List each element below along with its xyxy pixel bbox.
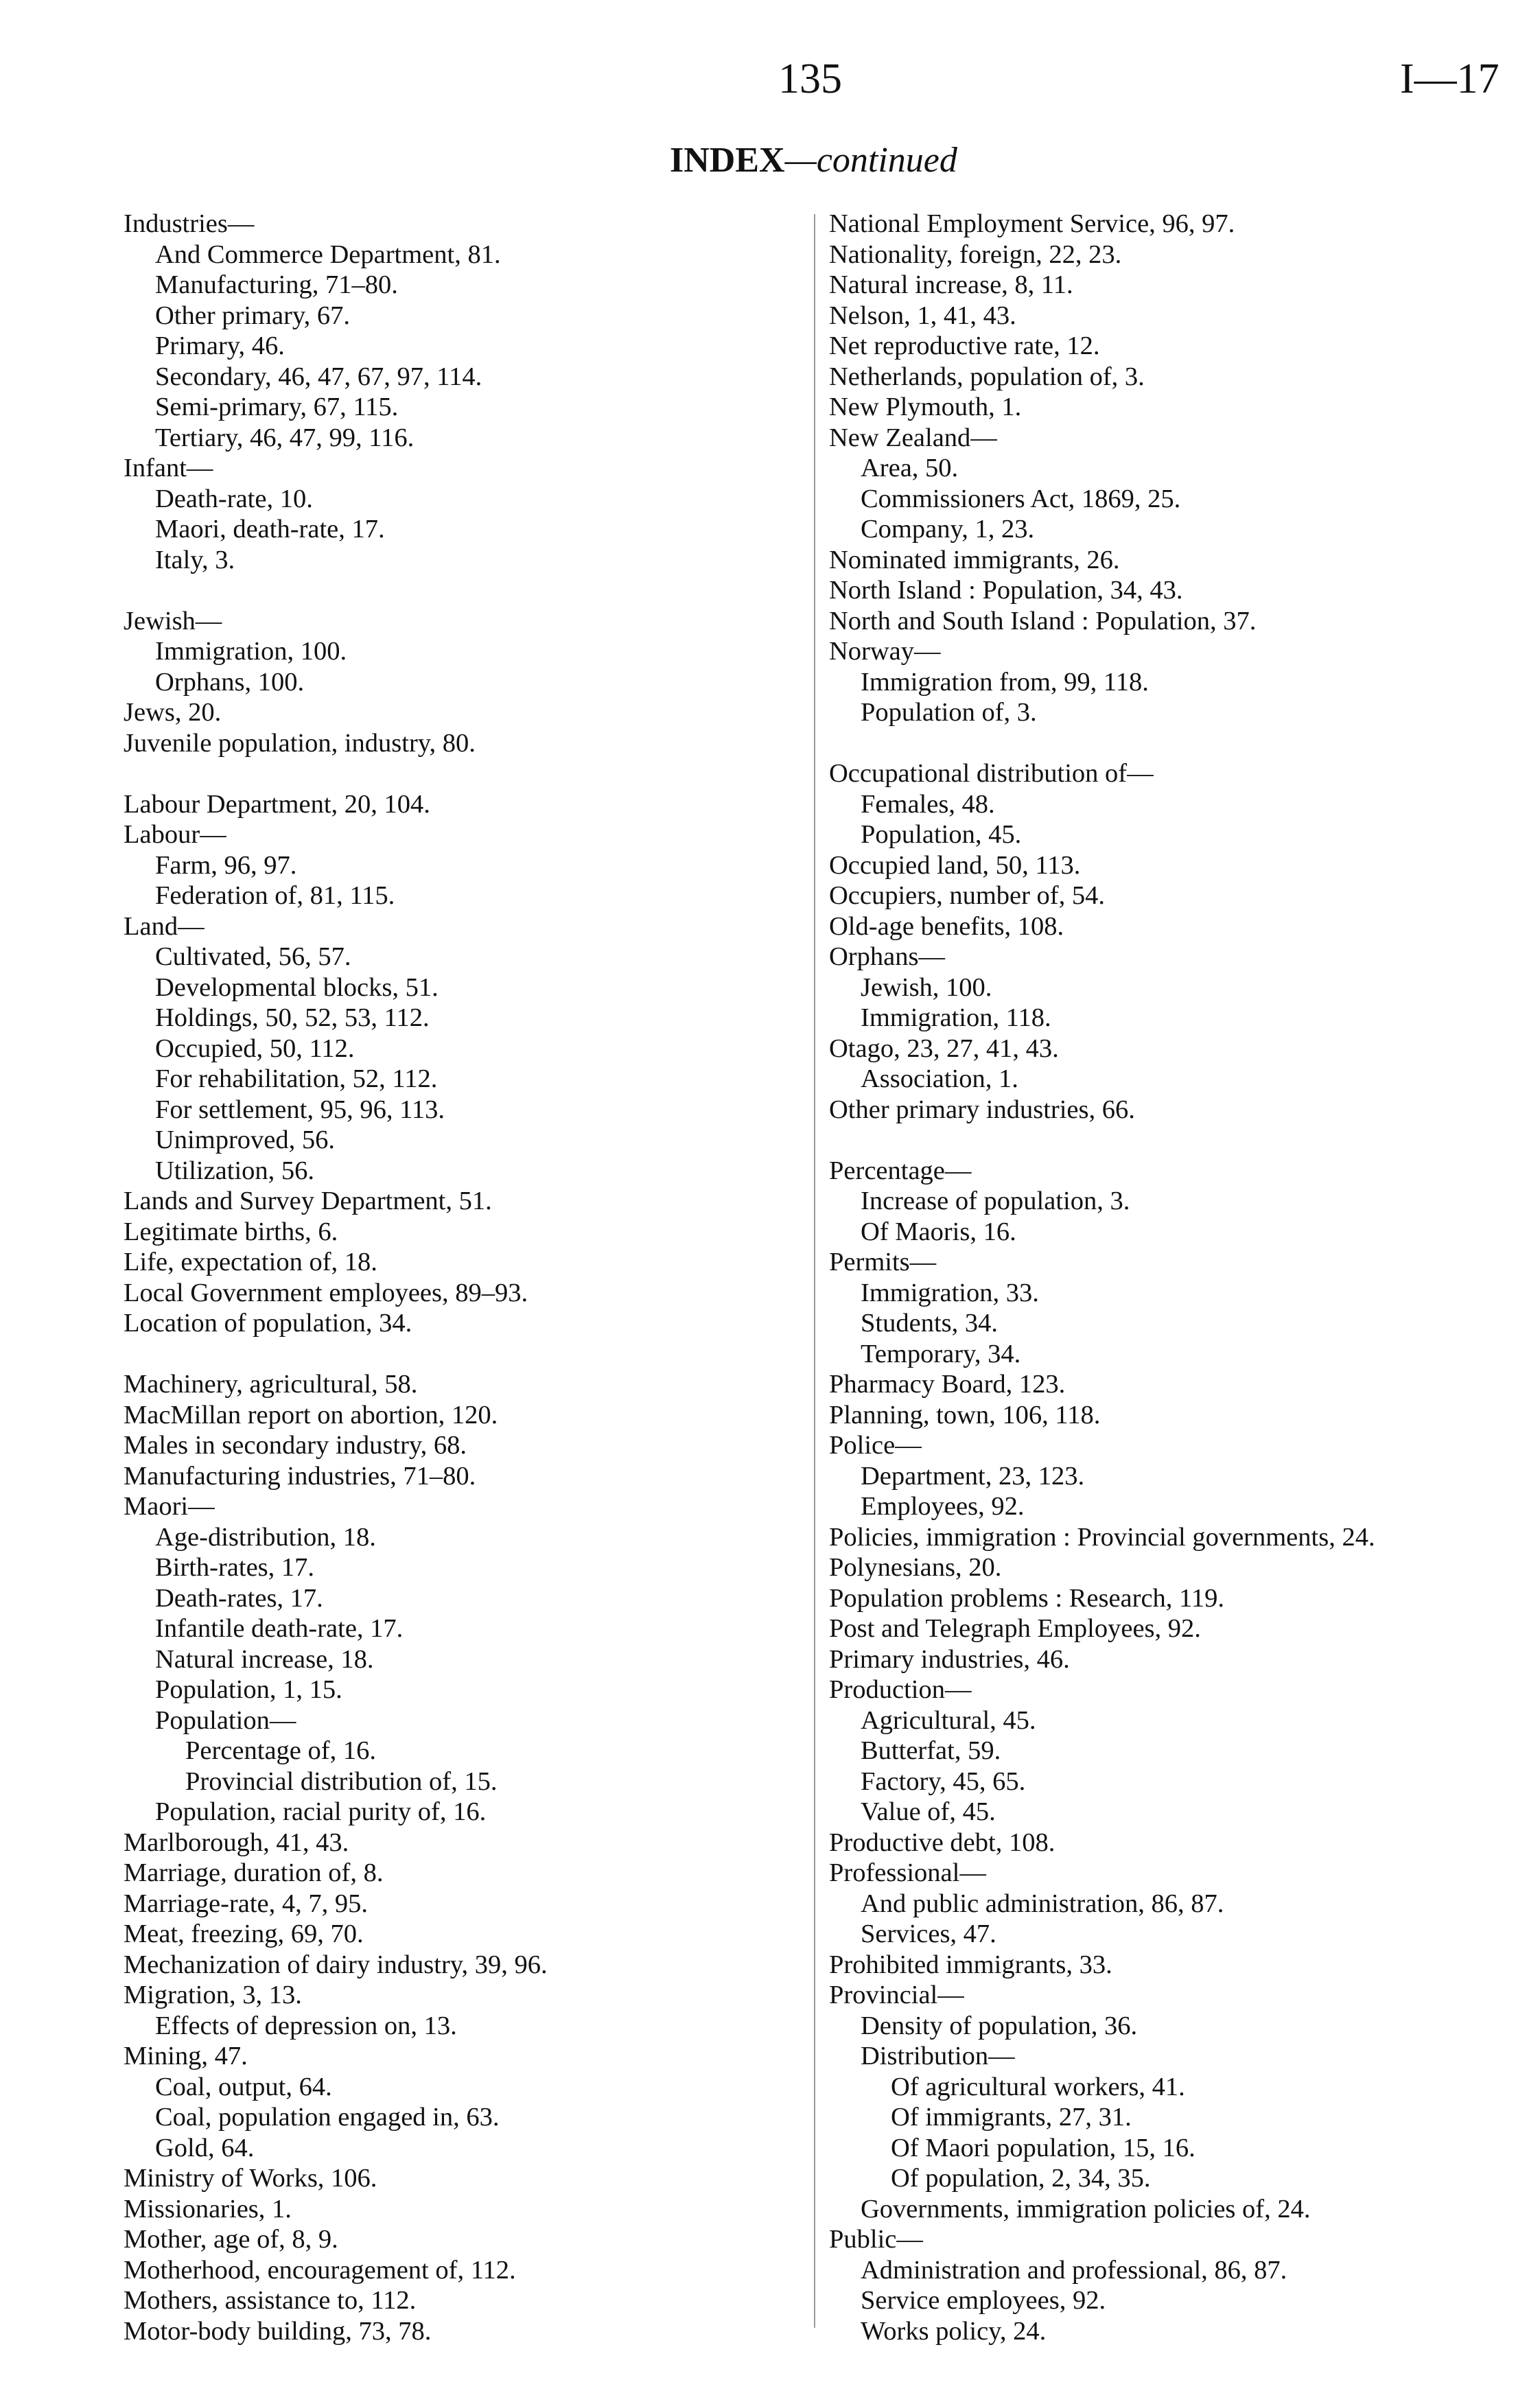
index-entry: Infant— xyxy=(124,454,213,482)
index-subentry: For settlement, 95, 96, 113. xyxy=(155,1095,445,1124)
section-gap xyxy=(829,728,1522,759)
index-title: INDEX xyxy=(670,141,785,180)
index-entry: Labour— xyxy=(124,820,226,849)
index-entry: Migration, 3, 13. xyxy=(124,1981,302,2009)
index-entry: Provincial— xyxy=(829,1981,964,2009)
index-subentry: Of Maori population, 15, 16. xyxy=(891,2133,1195,2162)
section-gap xyxy=(829,1125,1522,1156)
index-entry: Percentage— xyxy=(829,1156,972,1185)
section-gap xyxy=(124,575,810,606)
index-subentry: Primary, 46. xyxy=(155,331,285,360)
index-subentry: Of population, 2, 34, 35. xyxy=(891,2164,1151,2193)
index-entry: Mothers, assistance to, 112. xyxy=(124,2286,417,2315)
index-entry: Nelson, 1, 41, 43. xyxy=(829,301,1016,330)
index-entry: Jewish— xyxy=(124,606,222,635)
index-entry: Jews, 20. xyxy=(124,698,222,727)
index-subentry: Age-distribution, 18. xyxy=(155,1522,376,1552)
index-subentry: For rehabilitation, 52, 112. xyxy=(155,1064,438,1093)
index-subentry: Employees, 92. xyxy=(861,1492,1025,1521)
index-entry: Manufacturing industries, 71–80. xyxy=(124,1461,476,1491)
index-subentry: Population of, 3. xyxy=(861,698,1037,727)
index-entry: Old-age benefits, 108. xyxy=(829,911,1064,941)
index-subentry: Holdings, 50, 52, 53, 112. xyxy=(155,1003,430,1032)
index-subentry: Of Maoris, 16. xyxy=(861,1217,1016,1246)
index-subentry: Birth-rates, 17. xyxy=(155,1553,315,1582)
index-entry: National Employment Service, 96, 97. xyxy=(829,209,1235,238)
index-subentry: Death-rate, 10. xyxy=(155,484,313,513)
index-entry: Missionaries, 1. xyxy=(124,2194,292,2224)
index-subentry: Association, 1. xyxy=(861,1064,1018,1093)
index-entry: Policies, immigration : Provincial governments, 24. xyxy=(829,1522,1375,1552)
index-subentry: Temporary, 34. xyxy=(861,1339,1021,1368)
index-subentry: Department, 23, 123. xyxy=(861,1461,1085,1491)
index-subentry: Immigration, 33. xyxy=(861,1278,1039,1307)
index-subentry: Occupied, 50, 112. xyxy=(155,1034,355,1063)
index-entry: Mechanization of dairy industry, 39, 96. xyxy=(124,1950,548,1979)
index-entry: Post and Telegraph Employees, 92. xyxy=(829,1614,1201,1643)
index-entry: Occupied land, 50, 113. xyxy=(829,850,1081,880)
index-entry: Nationality, foreign, 22, 23. xyxy=(829,240,1122,269)
index-subentry: Density of population, 36. xyxy=(861,2011,1138,2040)
index-subentry: Death-rates, 17. xyxy=(155,1583,323,1613)
index-entry: Land— xyxy=(124,911,205,941)
index-subentry: Population, 45. xyxy=(861,820,1022,849)
index-subentry: Immigration, 100. xyxy=(155,637,347,666)
index-entry: Planning, town, 106, 118. xyxy=(829,1400,1101,1429)
index-entry: Location of population, 34. xyxy=(124,1309,412,1338)
index-subentry: Of immigrants, 27, 31. xyxy=(891,2103,1132,2132)
index-subentry: Population, racial purity of, 16. xyxy=(155,1797,487,1826)
index-subentry: Immigration, 118. xyxy=(861,1003,1051,1032)
index-entry: North Island : Population, 34, 43. xyxy=(829,576,1183,605)
index-subentry: Area, 50. xyxy=(861,454,959,482)
index-subentry: Federation of, 81, 115. xyxy=(155,881,395,910)
index-subentry: Tertiary, 46, 47, 99, 116. xyxy=(155,423,415,452)
section-gap xyxy=(124,758,810,789)
index-entry: Other primary industries, 66. xyxy=(829,1095,1135,1124)
index-subentry: Administration and professional, 86, 87. xyxy=(861,2255,1287,2285)
page-number: 135 xyxy=(778,56,842,102)
index-subentry: Utilization, 56. xyxy=(155,1156,315,1185)
index-subentry: Commissioners Act, 1869, 25. xyxy=(861,484,1181,513)
index-subentry: Services, 47. xyxy=(861,1919,996,1948)
index-subentry: Natural increase, 18. xyxy=(155,1644,374,1674)
index-subentry: Immigration from, 99, 118. xyxy=(861,667,1149,697)
index-entry: Marriage-rate, 4, 7, 95. xyxy=(124,1889,368,1918)
index-entry: Occupational distribution of— xyxy=(829,759,1154,788)
index-entry: Labour Department, 20, 104. xyxy=(124,789,430,819)
index-subentry: Cultivated, 56, 57. xyxy=(155,942,351,971)
index-subentry: Distribution— xyxy=(861,2042,1015,2070)
index-subentry: Of agricultural workers, 41. xyxy=(891,2072,1185,2101)
index-entry: Net reproductive rate, 12. xyxy=(829,331,1100,360)
index-subentry: Manufacturing, 71–80. xyxy=(155,270,398,299)
index-subentry: Effects of depression on, 13. xyxy=(155,2011,457,2040)
index-entry: Norway— xyxy=(829,637,941,666)
index-entry: Lands and Survey Department, 51. xyxy=(124,1187,492,1215)
index-entry: Polynesians, 20. xyxy=(829,1553,1002,1582)
index-entry: New Zealand— xyxy=(829,423,997,452)
index-entry: Marriage, duration of, 8. xyxy=(124,1858,384,1887)
index-entry: Public— xyxy=(829,2225,923,2254)
index-subentry: Secondary, 46, 47, 67, 97, 114. xyxy=(155,362,482,391)
index-entry: Life, expectation of, 18. xyxy=(124,1248,377,1276)
index-subentry: Jewish, 100. xyxy=(861,972,992,1002)
index-subentry: Company, 1, 23. xyxy=(861,515,1035,544)
index-title-suffix: —continued xyxy=(784,141,957,180)
index-entry: Production— xyxy=(829,1675,972,1704)
index-subentry: Coal, population engaged in, 63. xyxy=(155,2103,500,2132)
index-entry: North and South Island : Population, 37. xyxy=(829,606,1257,635)
index-subentry: Provincial distribution of, 15. xyxy=(185,1766,498,1796)
index-entry: Natural increase, 8, 11. xyxy=(829,270,1073,299)
index-subentry: Agricultural, 45. xyxy=(861,1705,1036,1735)
index-subentry: Butterfat, 59. xyxy=(861,1736,1001,1765)
index-subentry: Infantile death-rate, 17. xyxy=(155,1614,404,1643)
index-entry: Prohibited immigrants, 33. xyxy=(829,1950,1112,1979)
index-entry: Industries— xyxy=(124,209,255,238)
index-entry: Orphans— xyxy=(829,942,945,971)
index-subentry: Females, 48. xyxy=(861,789,995,819)
index-entry: Pharmacy Board, 123. xyxy=(829,1370,1066,1399)
index-subentry: Farm, 96, 97. xyxy=(155,850,297,880)
index-entry: Local Government employees, 89–93. xyxy=(124,1278,528,1307)
page-title xyxy=(670,140,957,180)
index-subentry: Developmental blocks, 51. xyxy=(155,972,439,1002)
index-entry: Marlborough, 41, 43. xyxy=(124,1828,349,1857)
index-subentry: Works policy, 24. xyxy=(861,2316,1047,2346)
index-entry: Population problems : Research, 119. xyxy=(829,1583,1224,1613)
index-entry: Netherlands, population of, 3. xyxy=(829,362,1145,391)
index-entry: Machinery, agricultural, 58. xyxy=(124,1370,418,1399)
index-entry: Motor-body building, 73, 78. xyxy=(124,2316,432,2346)
index-entry: Mining, 47. xyxy=(124,2042,248,2070)
index-subentry: Semi-primary, 67, 115. xyxy=(155,393,399,421)
index-subentry: Population— xyxy=(155,1705,296,1735)
column-divider xyxy=(814,214,815,2328)
index-entry: Motherhood, encouragement of, 112. xyxy=(124,2255,516,2285)
index-subentry: Orphans, 100. xyxy=(155,667,305,697)
index-entry: Permits— xyxy=(829,1248,937,1276)
index-subentry: Unimproved, 56. xyxy=(155,1125,335,1154)
index-subentry: Italy, 3. xyxy=(155,545,235,574)
index-entry: Otago, 23, 27, 41, 43. xyxy=(829,1034,1059,1063)
document-reference: I—17 xyxy=(1400,56,1500,102)
index-subentry: Gold, 64. xyxy=(155,2133,255,2162)
index-entry: New Plymouth, 1. xyxy=(829,393,1022,421)
section-gap xyxy=(124,1339,810,1370)
index-subentry: Value of, 45. xyxy=(861,1797,996,1826)
index-entry: MacMillan report on abortion, 120. xyxy=(124,1400,498,1429)
index-entry: Professional— xyxy=(829,1858,986,1887)
index-entry: Males in secondary industry, 68. xyxy=(124,1431,467,1460)
index-subentry: Students, 34. xyxy=(861,1309,999,1338)
index-entry: Juvenile population, industry, 80. xyxy=(124,728,476,758)
index-subentry: Governments, immigration policies of, 24. xyxy=(861,2194,1311,2224)
index-entry: Police— xyxy=(829,1431,922,1460)
index-subentry: Coal, output, 64. xyxy=(155,2072,332,2101)
index-subentry: Factory, 45, 65. xyxy=(861,1766,1026,1796)
index-entry: Occupiers, number of, 54. xyxy=(829,881,1105,910)
index-entry: Mother, age of, 8, 9. xyxy=(124,2225,338,2254)
index-entry: Primary industries, 46. xyxy=(829,1644,1070,1674)
index-entry: Productive debt, 108. xyxy=(829,1828,1055,1857)
index-subentry: Service employees, 92. xyxy=(861,2286,1106,2315)
index-subentry: Percentage of, 16. xyxy=(185,1736,376,1765)
index-column-left xyxy=(124,209,810,2346)
index-subentry: And Commerce Department, 81. xyxy=(155,240,501,269)
index-entry: Nominated immigrants, 26. xyxy=(829,545,1120,574)
index-subentry: And public administration, 86, 87. xyxy=(861,1889,1224,1918)
index-subentry: Maori, death-rate, 17. xyxy=(155,515,385,544)
index-entry: Legitimate births, 6. xyxy=(124,1217,338,1246)
index-subentry: Increase of population, 3. xyxy=(861,1187,1130,1215)
index-entry: Maori— xyxy=(124,1492,215,1521)
index-column-right xyxy=(829,209,1522,2346)
index-entry: Meat, freezing, 69, 70. xyxy=(124,1919,364,1948)
index-entry: Ministry of Works, 106. xyxy=(124,2164,377,2193)
index-subentry: Population, 1, 15. xyxy=(155,1675,342,1704)
index-subentry: Other primary, 67. xyxy=(155,301,351,330)
